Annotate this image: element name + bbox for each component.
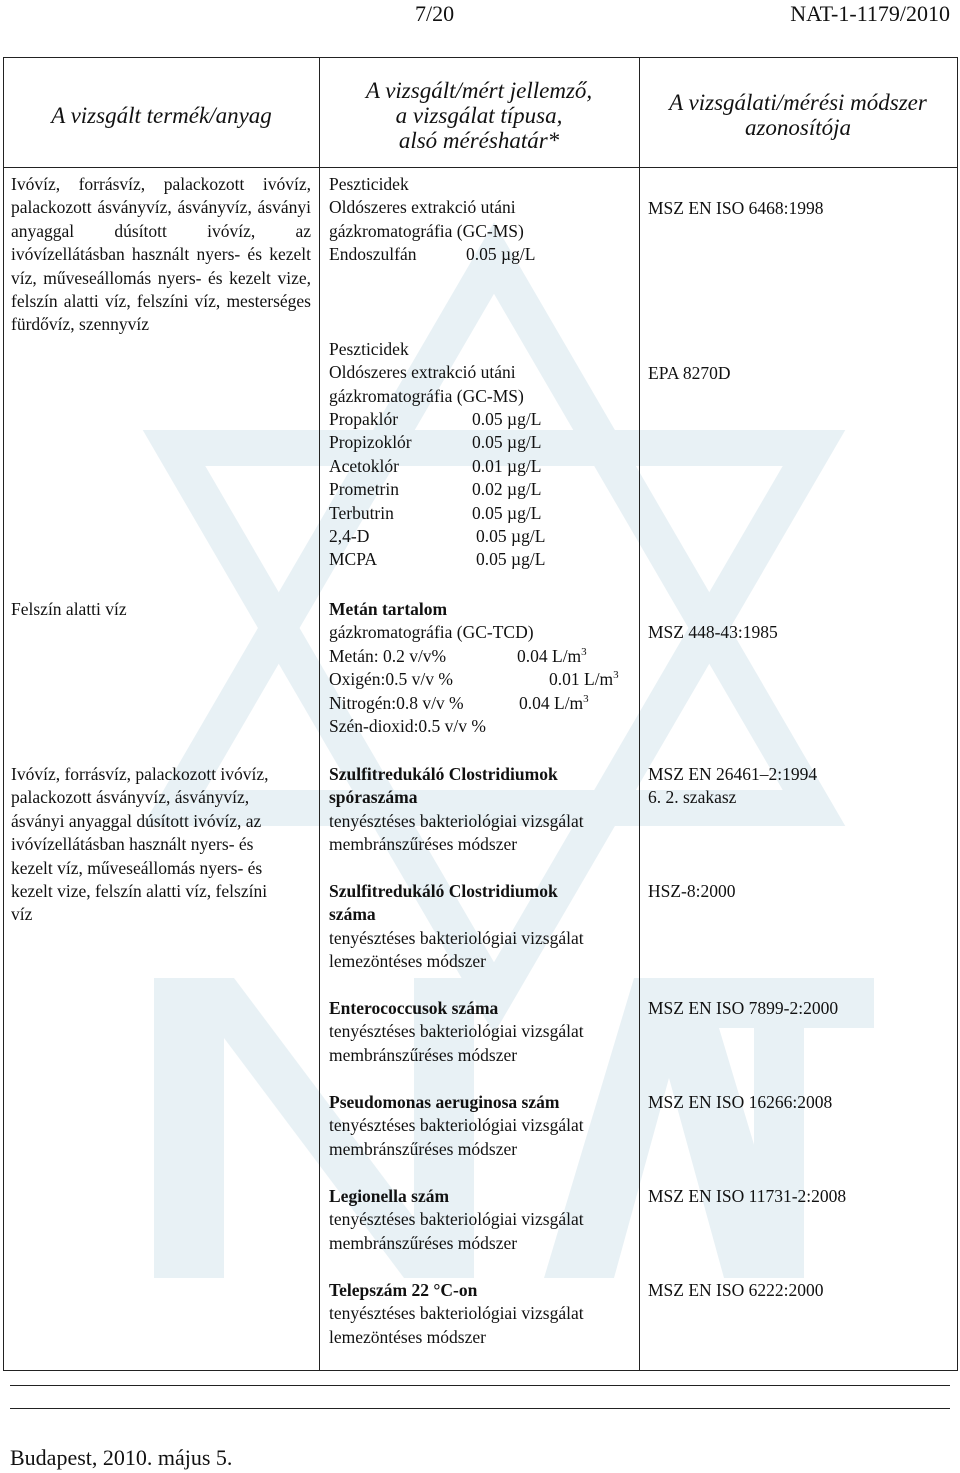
method-s1: MSZ EN ISO 6468:1998 xyxy=(648,198,824,218)
method-s3: MSZ 448-43:1985 xyxy=(648,622,778,642)
gas-label: Szén-dioxid:0.5 v/v % xyxy=(329,716,486,737)
detection-limit: 0.05 µg/L xyxy=(472,502,542,523)
method-s6: MSZ EN ISO 7899-2:2000 xyxy=(648,998,839,1018)
column-divider-2 xyxy=(639,58,640,1370)
section-pesticides-1: Peszticidek Oldószeres extrakció utáni gázkromatográfia (GC-MS) xyxy=(329,174,524,241)
footer-place-date: Budapest, 2010. május 5. xyxy=(10,1445,233,1470)
section-methane-method-text: gázkromatográfia (GC-TCD) xyxy=(329,622,534,642)
section-clostridium-spores: Szulfitredukáló Clostridiumok spóraszáma tenyésztéses bakteriológiai vizsgálat membránszűréses módszer xyxy=(329,764,584,855)
column-header-product: A vizsgált termék/anyag xyxy=(51,103,272,128)
document-id: NAT-1-1179/2010 xyxy=(790,1,950,26)
pesticide-name: Acetoklór xyxy=(329,455,399,476)
material-drinking-waters-micro: Ivóvíz, forrásvíz, palackozott ivóvíz, palackozott ásványvíz, ásványvíz, ásványi anyaggal dúsított ivóvíz, az ivóvízellátásban használt nyers- és kezelt víz, műveseállomás nyers- és kezelt vize, felszín alatti víz, felszíni víz xyxy=(11,764,269,925)
section-colony-count: Telepszám 22 °C-on tenyésztéses bakteriológiai vizsgálat lemezöntéses módszer xyxy=(329,1280,584,1347)
gas-label: Metán: 0.2 v/v% xyxy=(329,646,447,666)
footer-rule-2 xyxy=(10,1408,950,1409)
pesticide-name: Prometrin xyxy=(329,479,399,500)
gas-label: Oxigén:0.5 v/v % xyxy=(329,669,453,690)
detection-limit: 0.01 µg/L xyxy=(472,455,542,476)
footer-rule-1 xyxy=(10,1385,950,1386)
section-clostridium-count: Szulfitredukáló Clostridiumok száma tenyésztéses bakteriológiai vizsgálat lemezöntéses módszer xyxy=(329,881,584,972)
accreditation-table: A vizsgált termék/anyag A vizsgált/mért jellemző, a vizsgálat típusa, alsó méréshatár* A vizsgálati/mérési módszer azonosítója Ivóvíz, forrásvíz, palackozott ivóvíz, palackozott ásványvíz, ásványvíz, ásványi anyaggal dúsított ivóvíz, az ivóvízellátásban használt nyers- és kezelt víz, műveseállomás nyers- és kezelt vize, felszín alatti víz, felszíni víz, mesterséges fürdővíz, szennyvíz Felszín alatti víz Ivóvíz, forrásvíz, palackozott ivóvíz, palackozott ásványvíz, ásványvíz, ásványi anyaggal dúsított ivóvíz, az ivóvízellátásban használt nyers- és kezelt víz, műveseállomás nyers- és kezelt vize, felszín alatti víz, felszíni víz Peszticidek Oldószeres extrakció utáni gázkromatográfia (GC-MS) Endoszulfán 0.05 µg/L MSZ EN ISO 6468:1998 Peszticidek Oldószeres extrakció utáni gázkromatográfia (GC-MS) Propaklór 0.05 µg/L Propizoklór 0.05 µg/L Acetoklór 0.01 µg/L Prometrin 0.02 µg/L Terbutrin 0.05 µg/L 2,4-D 0.05 µg/L MCPA 0.05 µg/L EPA 8270D Metán tartalom gázkromatográfia (GC-TCD) Metán: 0.2 v/v% 0.04 $L/m^3$ Oxigén:0.5 v/v % 0.01 $L/m^3$ Nitrogén:0.8 v/v % 0.04 $L/m^3$ Szén-dioxid:0.5 v/v % MSZ 448-43:1985 Szulfitredukáló Clostridiumok spóraszáma tenyésztéses bakteriológiai vizsgálat membránszűréses módszer MSZ EN 26461–2:1994 6. 2. szakasz Szulfitredukáló Clostridiumok száma tenyésztéses bakteriológiai vizsgálat lemezöntéses módszer HSZ-8:2000 Enterococcusok száma tenyésztéses bakteriológiai vizsgálat membránszűréses módszer MSZ EN ISO 7899-2:2000 Pseudomonas aeruginosa szám tenyésztéses bakteriológiai vizsgálat membránszűréses módszer MSZ EN ISO 16266:2008 Legionella szám tenyésztéses bakteriológiai vizsgálat membránszűréses módszer MSZ EN ISO 11731-2:2008 Telepszám 22 °C-on tenyésztéses bakteriológiai vizsgálat lemezöntéses módszer MSZ EN ISO 6222:2000 xyxy=(3,57,958,1371)
section-methane-title: Metán tartalom xyxy=(329,599,448,619)
gas-label: Nitrogén:0.8 v/v % xyxy=(329,692,464,713)
gas-detection-limit: 0.04 $L/m^3$ xyxy=(519,692,589,713)
material-drinking-waters: Ivóvíz, forrásvíz, palackozott ivóvíz, palackozott ásványvíz, ásványvíz, ásványi anyaggal dúsított ivóvíz, az ivóvízellátásban használt nyers- és kezelt víz, műveseállomás nyers- és kezelt vize, felszín alatti víz, felszíni víz, mesterséges fürdővíz, szennyvíz xyxy=(11,174,311,335)
material-groundwater: Felszín alatti víz xyxy=(11,599,127,619)
pesticide-name: 2,4-D xyxy=(329,526,370,546)
detection-limit: 0.05 µg/L xyxy=(472,432,542,453)
detection-limit: 0.05 µg/L xyxy=(476,549,546,570)
method-s5: HSZ-8:2000 xyxy=(648,881,736,901)
column-header-characteristic: A vizsgált/mért jellemző, a vizsgálat típusa, alsó méréshatár* xyxy=(365,78,593,153)
pesticide-name: Terbutrin xyxy=(329,502,394,523)
gas-detection-limit: 0.01 $L/m^3$ xyxy=(549,669,619,690)
method-s7: MSZ EN ISO 16266:2008 xyxy=(648,1092,833,1112)
pesticide-name: Propaklór xyxy=(329,409,399,429)
pesticide-name: Propizoklór xyxy=(329,432,412,453)
column-header-method: A vizsgálati/mérési módszer azonosítója xyxy=(669,90,927,140)
section-legionella: Legionella szám tenyésztéses bakteriológiai vizsgálat membránszűréses módszer xyxy=(329,1186,584,1253)
detection-limit: 0.05 µg/L xyxy=(472,409,542,429)
method-s9: MSZ EN ISO 6222:2000 xyxy=(648,1280,824,1300)
section-pseudomonas: Pseudomonas aeruginosa szám tenyésztéses bakteriológiai vizsgálat membránszűréses módszer xyxy=(329,1092,584,1159)
gas-detection-limit: 0.04 $L/m^3$ xyxy=(517,646,587,666)
detection-limit: 0.02 µg/L xyxy=(472,479,542,500)
column-divider-1 xyxy=(319,58,320,1370)
method-s8: MSZ EN ISO 11731-2:2008 xyxy=(648,1186,847,1206)
section-enterococcus: Enterococcusok száma tenyésztéses bakteriológiai vizsgálat membránszűréses módszer xyxy=(329,998,584,1065)
detection-limit: 0.05 µg/L xyxy=(476,526,546,546)
pesticide-name: MCPA xyxy=(329,549,377,570)
method-s2: EPA 8270D xyxy=(648,363,731,383)
section-pesticides-2: Peszticidek Oldószeres extrakció utáni gázkromatográfia (GC-MS) xyxy=(329,339,524,406)
page-header xyxy=(0,0,960,40)
page-number: 7/20 xyxy=(415,1,455,26)
header-divider xyxy=(4,167,957,168)
method-s4: MSZ EN 26461–2:1994 6. 2. szakasz xyxy=(648,764,818,808)
